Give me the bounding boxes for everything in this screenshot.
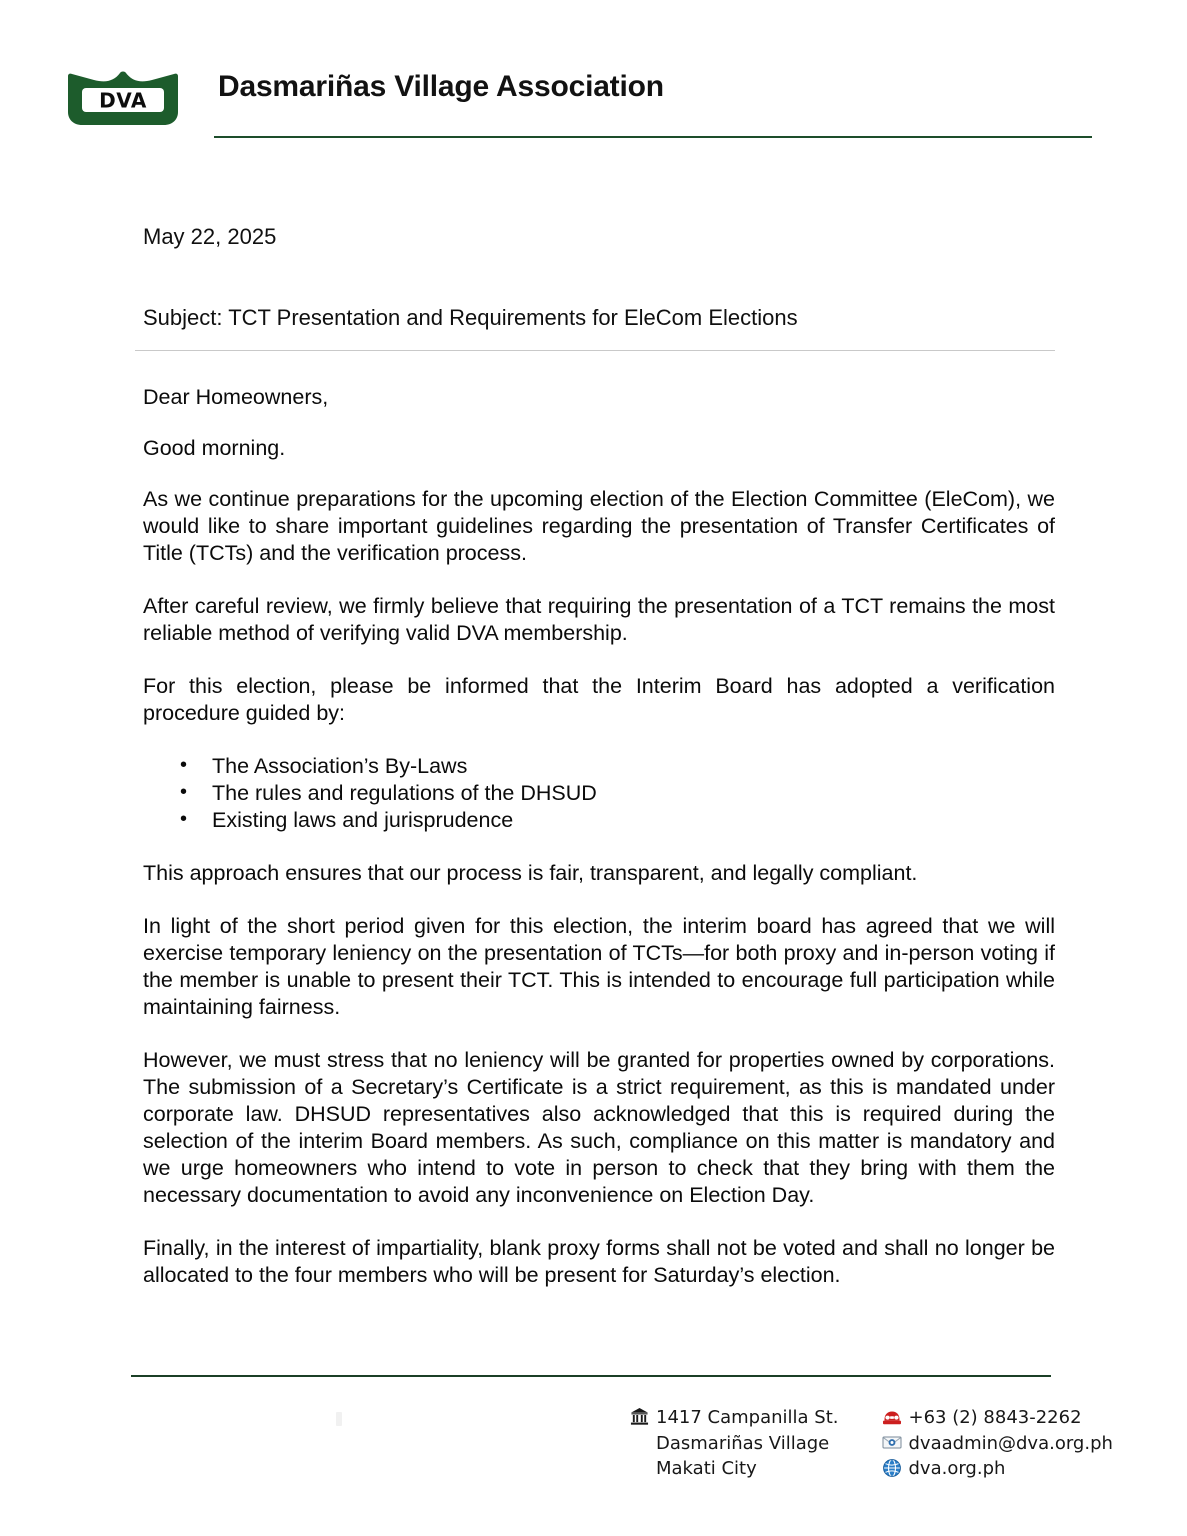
address-line-1: [628, 1405, 839, 1431]
list-item: • Existing laws and jurisprudence: [143, 807, 1055, 834]
paragraph-approach: This approach ensures that our process is fair, transparent, and legally compliant.: [143, 861, 918, 885]
verification-guidelines-list: [143, 753, 1055, 834]
footer-divider: [131, 1375, 1051, 1377]
address-street: 1417 Campanilla St.: [656, 1407, 839, 1428]
paragraph-tct-reliability: After careful review, we firmly believe that requiring the presentation of a TCT remains the most reliable method of verifying valid DVA membership.: [143, 594, 1055, 645]
bank-building-icon: [628, 1405, 651, 1428]
letterhead: [0, 0, 1187, 165]
letter-date: May 22, 2025: [143, 224, 277, 249]
paragraph-intro: As we continue preparations for the upcoming election of the Election Committee (EleCom), we would like to share important guidelines regarding the presentation of Transfer Certificates of Title (TCTs) and the verification process.: [143, 487, 1055, 565]
paragraph-leniency: In light of the short period given for this election, the interim board has agreed that we will exercise temporary leniency on the presentation of TCTs—for both proxy and in-person voting if the member is unable to present their TCT. This is intended to encourage full participation while maintaining fairness.: [143, 914, 1055, 1019]
scan-artifact: [336, 1412, 342, 1426]
email-icon: [881, 1431, 904, 1454]
dva-logo: [64, 68, 182, 128]
footer-address-column: [628, 1405, 839, 1482]
paragraph-corporations: However, we must stress that no leniency will be granted for properties owned by corporations. The submission of a Secretary’s Certificate is a strict requirement, as this is mandated under corporate law. DHSUD representatives also acknowledged that this is required during the selection of the interim Board members. As such, compliance on this matter is mandatory and we urge homeowners who intend to vote in person to check that they bring with them the necessary documentation to avoid any inconvenience on Election Day.: [143, 1048, 1055, 1207]
list-item: • The Association’s By-Laws: [143, 753, 1055, 780]
list-item: • The rules and regulations of the DHSUD: [143, 780, 1055, 807]
email-line[interactable]: [881, 1431, 1113, 1457]
salutation: Dear Homeowners,: [143, 385, 329, 409]
address-line-2: [628, 1431, 839, 1457]
subject-divider: [135, 350, 1055, 351]
footer-contact-column: [881, 1405, 1113, 1482]
letter-content: [143, 384, 1055, 1315]
letter-subject: Subject: TCT Presentation and Requirements for EleCom Elections: [143, 305, 798, 330]
logo-text: DVA: [99, 88, 147, 113]
shield-icon: [64, 68, 182, 128]
globe-icon: [881, 1456, 904, 1479]
email-address: dvaadmin@dva.org.ph: [908, 1432, 1113, 1454]
address-village: Dasmariñas Village: [656, 1432, 830, 1454]
organization-name: Dasmariñas Village Association: [218, 70, 664, 103]
telephone-icon: [881, 1405, 904, 1428]
greeting: Good morning.: [143, 436, 286, 460]
website-line[interactable]: [881, 1456, 1113, 1482]
phone-line[interactable]: [881, 1405, 1113, 1431]
address-city: Makati City: [656, 1458, 757, 1479]
address-line-3: [628, 1456, 839, 1482]
footer-contact-block: [628, 1405, 1113, 1482]
header-divider: [214, 136, 1092, 138]
paragraph-proxy-forms: Finally, in the interest of impartiality, blank proxy forms shall not be voted and shall no longer be allocated to the four members who will be present for Saturday’s election.: [143, 1236, 1055, 1287]
paragraph-verification-procedure: For this election, please be informed that the Interim Board has adopted a verification procedure guided by:: [143, 674, 1055, 725]
website-url: dva.org.ph: [908, 1458, 1006, 1479]
phone-number: +63 (2) 8843-2262: [908, 1407, 1082, 1428]
